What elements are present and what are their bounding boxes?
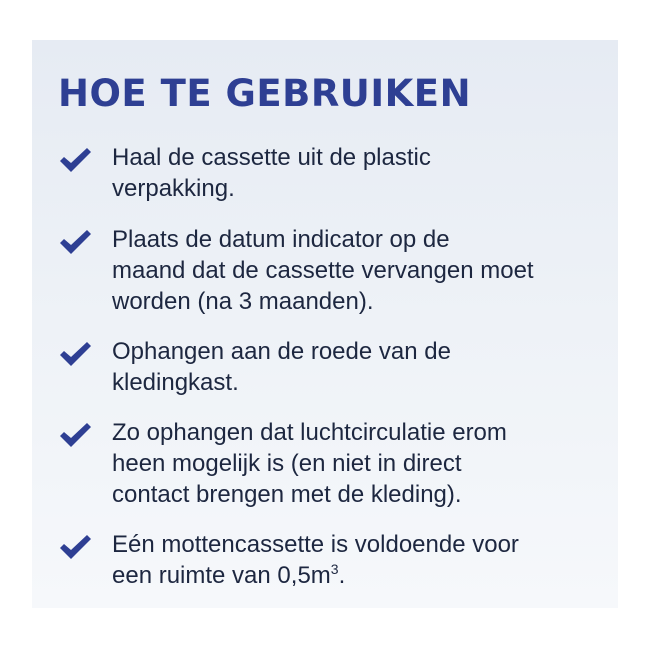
- step-text-main: Eén mottencassette is voldoende voor een ruimte van 0,5m: [112, 531, 519, 589]
- check-icon: [58, 146, 92, 174]
- check-icon: [58, 340, 92, 368]
- superscript-exponent: 3: [330, 561, 339, 577]
- check-icon: [58, 228, 92, 256]
- instructions-panel: [32, 40, 618, 608]
- step-text: [112, 529, 612, 591]
- step-text-suffix: .: [338, 562, 346, 589]
- page-title: HOE TE GEBRUIKEN: [58, 72, 472, 115]
- step-text: Zo ophangen dat luchtcirculatie erom heen mogelijk is (en niet in direct contact brengen met de kleding).: [112, 419, 507, 508]
- check-icon: [58, 421, 92, 449]
- step-text: Haal de cassette uit de plastic verpakking.: [112, 144, 431, 202]
- step-text: Ophangen aan de roede van de kledingkast.: [112, 338, 451, 396]
- check-icon: [58, 533, 92, 561]
- step-text: Plaats de datum indicator op de maand dat de cassette vervangen moet worden (na 3 maanden).: [112, 226, 534, 315]
